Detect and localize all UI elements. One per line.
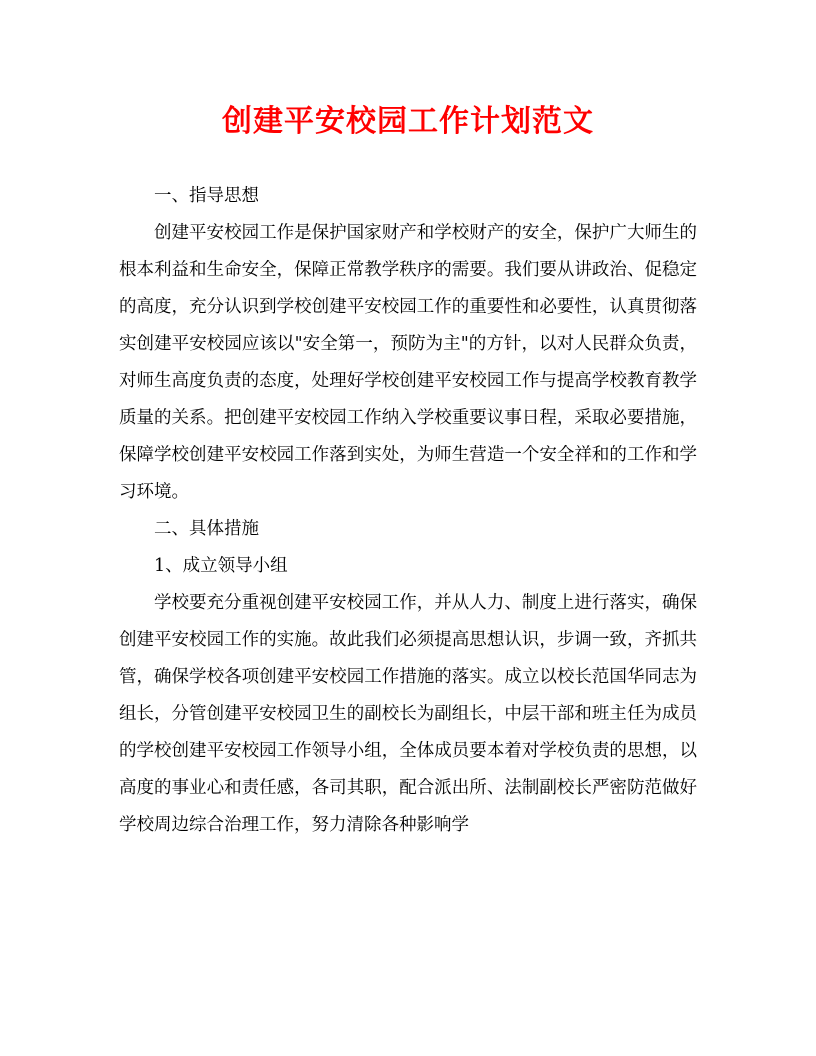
section-heading-specific-measures: 二、具体措施 <box>154 519 259 539</box>
document-body <box>119 178 697 844</box>
subsection-heading-leadership-group: 1、成立领导小组 <box>154 556 288 576</box>
paragraph-guiding-ideology: 创建平安校园工作是保护国家财产和学校财产的安全，保护广大师生的根本利益和生命安全，保障正常教学秩序的需要。我们要从讲政治、促稳定的高度，充分认识到学校创建平安校园工作的重要性和必要性，认真贯彻落实创建平安校园应该以"安全第一，预防为主"的方针，以对人民群众负责，对师生高度负责的态度，处理好学校创建平安校园工作与提高学校教育教学质量的关系。把创建平安校园工作纳入学校重要议事日程，采取必要措施，保障学校创建平安校园工作落到实处，为师生营造一个安全祥和的工作和学习环境。 <box>119 223 697 502</box>
document-title: 创建平安校园工作计划范文 <box>222 104 594 139</box>
paragraph-leadership-group: 学校要充分重视创建平安校园工作，并从人力、制度上进行落实，确保创建平安校园工作的实施。故此我们必须提高思想认识，步调一致，齐抓共管，确保学校各项创建平安校园工作措施的落实。成立以校长范国华同志为组长，分管创建平安校园卫生的副校长为副组长，中层干部和班主任为成员的学校创建平安校园工作领导小组，全体成员要本着对学校负责的思想，以高度的事业心和责任感，各司其职，配合派出所、法制副校长严密防范做好学校周边综合治理工作，努力清除各种影响学 <box>119 593 697 835</box>
section-heading-guiding-ideology: 一、指导思想 <box>154 186 259 206</box>
